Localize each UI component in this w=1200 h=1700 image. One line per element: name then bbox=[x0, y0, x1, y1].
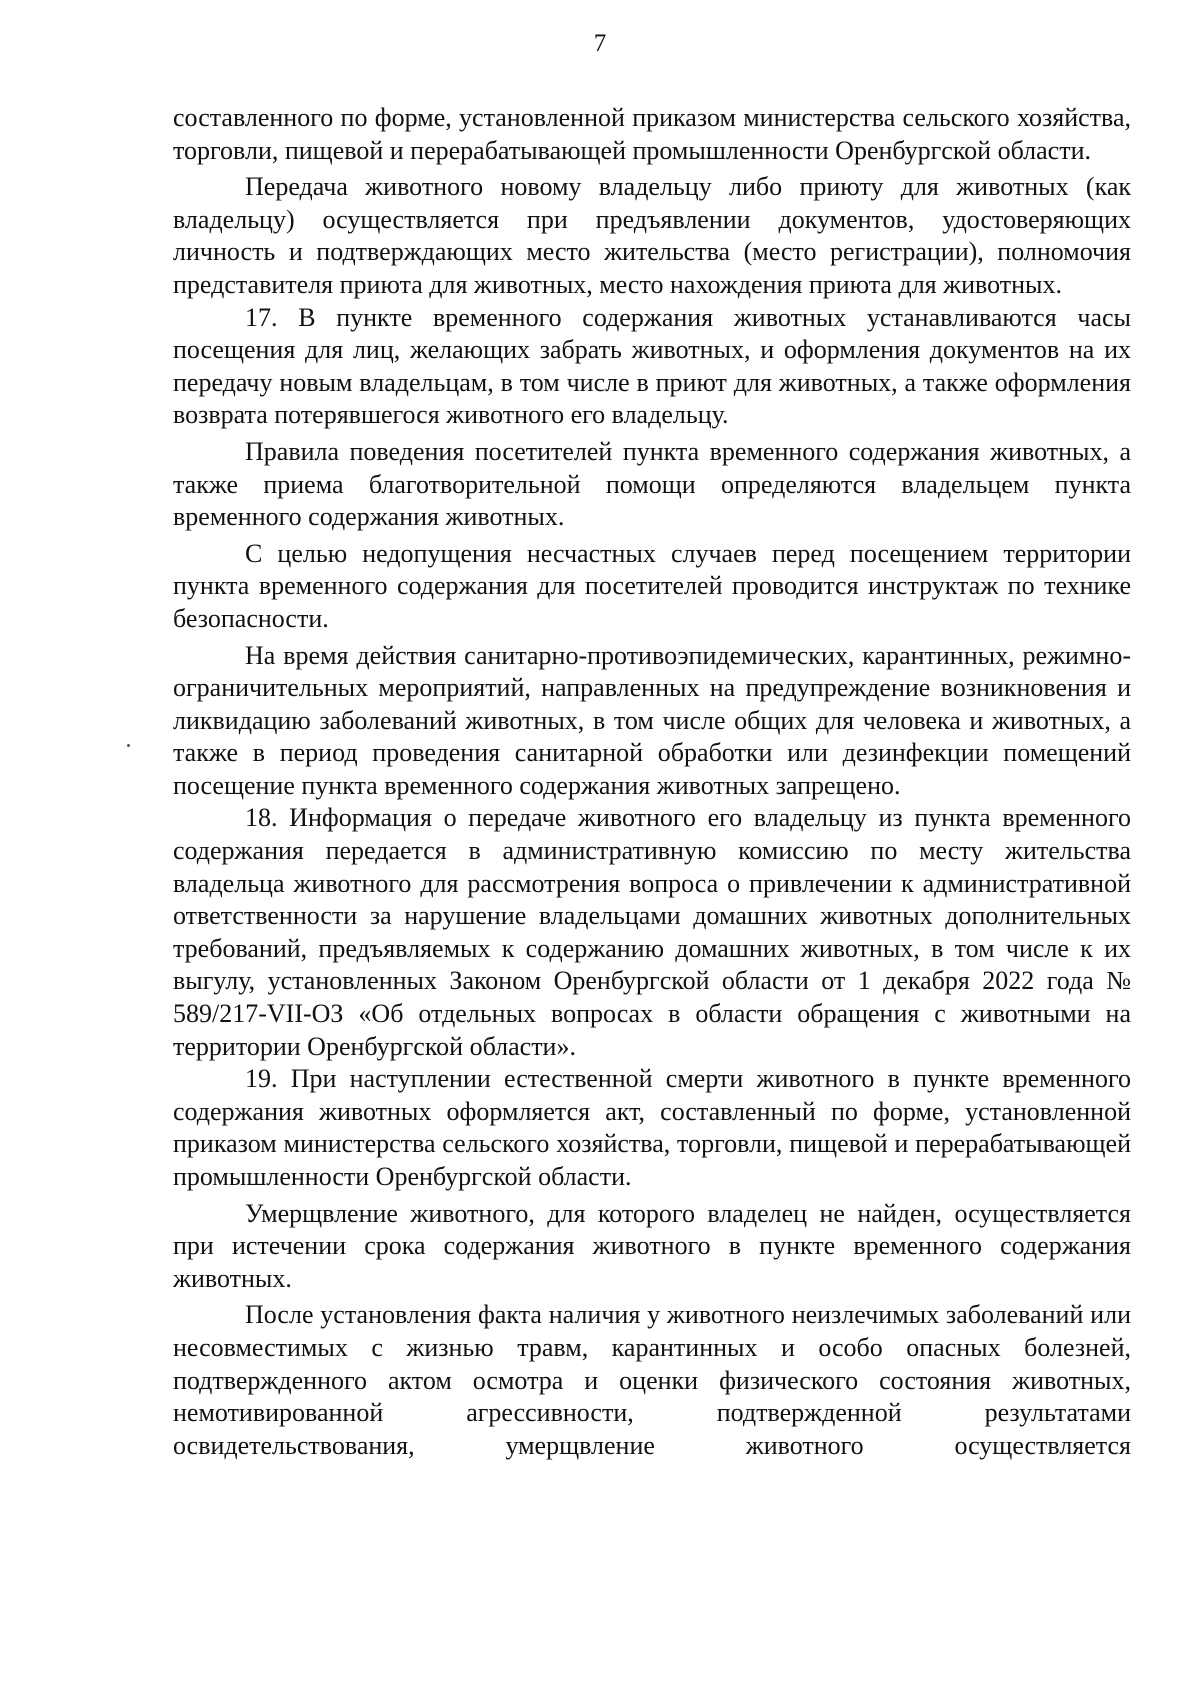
paragraph-euthanasia-term: Умерщвление животного, для которого владелец не найден, осуществляется при истечении срока содержания животного в пункте временного содержания животных. bbox=[173, 1198, 1131, 1293]
paragraph-transfer-documents: Передача животного новому владельцу либо приюту для животных (как владельцу) осуществляется при предъявлении документов, удостоверяющих личность и подтверждающих место жительства (место регистрации), полномочия представителя приюта для животных, место нахождения приюта для животных. bbox=[173, 172, 1131, 299]
page-number: 7 bbox=[593, 30, 607, 57]
paragraph-item-17: 17. В пункте временного содержания животных устанавливаются часы посещения для лиц, желающих забрать животных, и оформления документов на их передачу новым владельцам, в том числе в приют для животных, а также оформления возврата потерявшегося животного его владельцу. bbox=[173, 302, 1131, 430]
document-body bbox=[173, 102, 1131, 1462]
paragraph-visit-prohibition: На время действия санитарно-противоэпидемических, карантинных, режимно-ограничительных мероприятий, направленных на предупреждение возникновения и ликвидацию заболеваний животных, в том числе общих для человека и животных, а также в период проведения санитарной обработки или дезинфекции помещений посещение пункта временного содержания животных запрещено. bbox=[173, 640, 1131, 800]
scan-speck bbox=[127, 744, 130, 747]
paragraph-safety-briefing: С целью недопущения несчастных случаев перед посещением территории пункта временного содержания для посетителей проводится инструктаж по технике безопасности. bbox=[173, 538, 1131, 633]
paragraph-item-18: 18. Информация о передаче животного его владельцу из пункта временного содержания передается в административную комиссию по месту жительства владельца животного для рассмотрения вопроса о привлечении к административной ответственности за нарушение владельцами домашних животных дополнительных требований, предъявляемых к содержанию домашних животных, в том числе к их выгулу, установленных Законом Оренбургской области от 1 декабря 2022 года № 589/217-VII-ОЗ «Об отдельных вопросах в области обращения с животными на территории Оренбургской области». bbox=[173, 803, 1131, 1061]
paragraph-visitor-rules: Правила поведения посетителей пункта временного содержания животных, а также приема благотворительной помощи определяются владельцем пункта временного содержания животных. bbox=[173, 436, 1131, 532]
paragraph-item-19: 19. При наступлении естественной смерти животного в пункте временного содержания животных оформляется акт, составленный по форме, установленной приказом министерства сельского хозяйства, торговли, пищевой и перерабатывающей промышленности Оренбургской области. bbox=[173, 1064, 1131, 1191]
paragraph-euthanasia-conditions: После установления факта наличия у животного неизлечимых заболеваний или несовместимых с жизнью травм, карантинных и особо опасных болезней, подтвержденного актом осмотра и оценки физического состояния животных, немотивированной агрессивности, подтвержденной результатами освидетельствования, умерщвление животного осуществляется bbox=[173, 1300, 1131, 1460]
paragraph-continuation: составленного по форме, установленной приказом министерства сельского хозяйства, торговли, пищевой и перерабатывающей промышленности Оренбургской области. bbox=[173, 103, 1131, 165]
